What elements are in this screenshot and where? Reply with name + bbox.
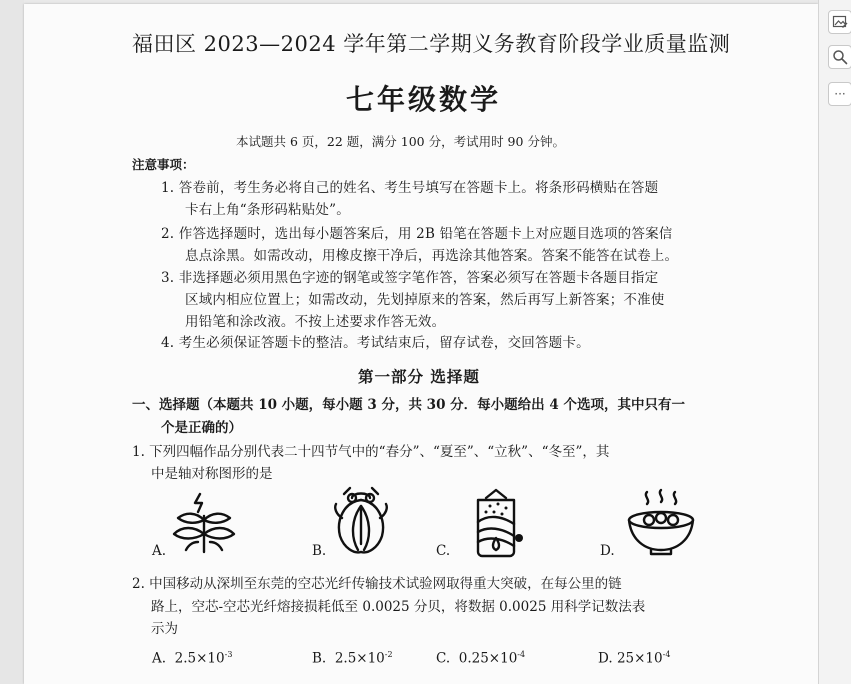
q1-option-a: A. bbox=[152, 543, 167, 559]
q1-option-d: D. bbox=[600, 543, 615, 559]
document-page bbox=[24, 4, 818, 684]
notice-item-4-line-1: 4. 考生必须保证答题卡的整洁。考试结束后，留存试卷，交回答题卡。 bbox=[161, 335, 590, 351]
q2-line-2: 路上，空芯-空芯光纤熔接损耗低至 0.0025 分贝，将数据 0.0025 用科学记数法表 bbox=[151, 599, 646, 615]
left-gutter bbox=[0, 0, 24, 684]
search-icon bbox=[832, 49, 848, 65]
notice-item-3-line-1: 3. 非选择题必须用黑色字迹的钢笔或签字笔作答，答案必须写在答题卡各题目指定 bbox=[161, 270, 659, 286]
q2-line-3: 示为 bbox=[151, 621, 178, 637]
part-heading: 一、选择题（本题共 10 小题，每小题 3 分，共 30 分．每小题给出 4 个选项，其中只有一 bbox=[132, 397, 685, 413]
grain-sack-icon bbox=[468, 486, 524, 558]
more-button[interactable] bbox=[828, 82, 851, 106]
q1-option-c: C. bbox=[436, 543, 451, 559]
sprout-icon bbox=[170, 490, 238, 554]
section-title: 第一部分 选择题 bbox=[358, 367, 480, 386]
image-edit-icon bbox=[832, 14, 848, 30]
search-button[interactable] bbox=[828, 45, 851, 69]
q2-answer-d: D. $25\times 10^{-4}$ bbox=[598, 650, 671, 667]
q2-answer-c: C. $0.25\times 10^{-4}$ bbox=[436, 650, 526, 667]
right-toolbar bbox=[818, 0, 851, 684]
notice-item-3-line-3: 用铅笔和涂改液。不按上述要求作答无效。 bbox=[185, 314, 446, 330]
notice-label: 注意事项： bbox=[132, 157, 195, 172]
image-edit-button[interactable] bbox=[828, 10, 851, 34]
exam-title: 福田区 2023—2024 学年第二学期义务教育阶段学业质量监测 bbox=[132, 32, 731, 56]
part-heading-cont: 个是正确的） bbox=[161, 420, 242, 436]
q1-line-2: 中是轴对称图形的是 bbox=[151, 466, 273, 482]
more-icon: ··· bbox=[834, 87, 846, 101]
dumpling-bowl-icon bbox=[623, 488, 699, 558]
q1-option-b: B. bbox=[312, 543, 327, 559]
notice-item-2-line-2: 息点涂黑。如需改动，用橡皮擦干净后，再选涂其他答案。答案不能答在试卷上。 bbox=[185, 248, 679, 264]
q2-answer-b: B. $2.5\times 10^{-2}$ bbox=[312, 650, 393, 667]
q2-line-1: 2. 中国移动从深圳至东莞的空芯光纤传输技术试验网取得重大突破，在每公里的链 bbox=[132, 576, 622, 592]
q1-line-1: 1. 下列四幅作品分别代表二十四节气中的“春分”、“夏至”、“立秋”、“冬至”，其 bbox=[132, 444, 610, 460]
notice-item-1-line-2: 卡右上角“条形码粘贴处”。 bbox=[185, 202, 350, 218]
subject-title: 七年级数学 bbox=[346, 83, 502, 116]
notice-item-2-line-1: 2. 作答选择题时，选出每小题答案后，用 2B 铅笔在答题卡上对应题目选项的答案信 bbox=[161, 226, 673, 242]
exam-info: 本试题共 6 页，22 题，满分 100 分，考试用时 90 分钟。 bbox=[236, 134, 565, 149]
notice-item-3-line-2: 区域内相应位置上；如需改动，先划掉原来的答案，然后再写上新答案；不准使 bbox=[185, 292, 665, 308]
notice-item-1-line-1: 1. 答卷前，考生务必将自己的姓名、考生号填写在答题卡上。将条形码横贴在答题 bbox=[161, 180, 659, 196]
cicada-icon bbox=[330, 484, 392, 558]
q2-answer-a: A. $2.5\times 10^{-3}$ bbox=[152, 650, 233, 667]
